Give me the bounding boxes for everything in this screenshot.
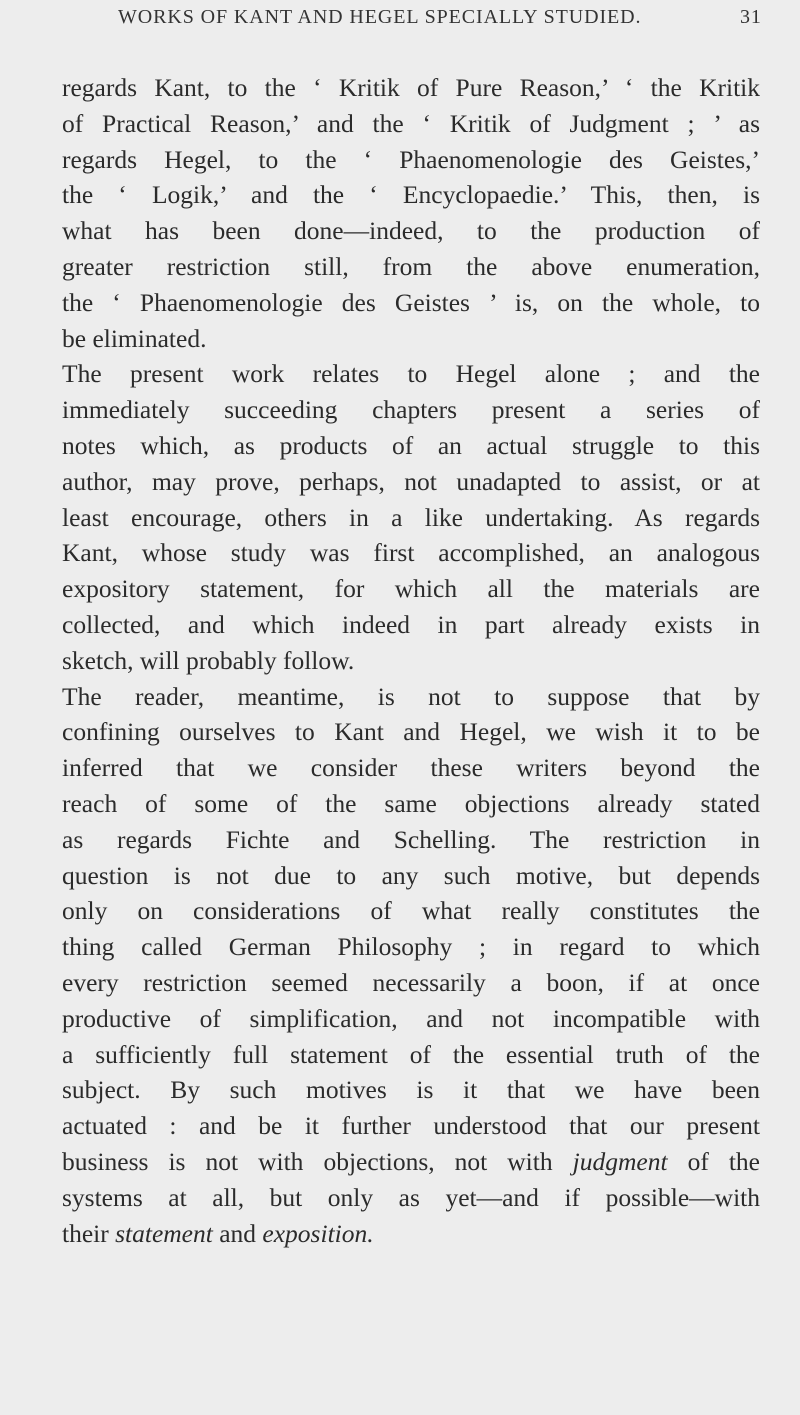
text-line: sketch, will probably follow. bbox=[62, 645, 355, 675]
text-line bbox=[62, 1216, 760, 1252]
text-line: every restriction seemed necessarily a boon, if at once bbox=[62, 967, 760, 997]
text-segment: of the bbox=[667, 1146, 760, 1176]
text-line: systems at all, but only as yet—and if possible—with bbox=[62, 1182, 760, 1212]
text-line: greater restriction still, from the above enumeration, bbox=[62, 251, 760, 281]
text-line: the ‘ Phaenomenologie des Geistes ’ is, on the whole, to bbox=[62, 287, 760, 317]
text-line: be eliminated. bbox=[62, 323, 207, 353]
text-line: subject. By such motives is it that we have been bbox=[62, 1075, 760, 1105]
text-line: confining ourselves to Kant and Hegel, we wish it to be bbox=[62, 717, 760, 747]
text-line: notes which, as products of an actual struggle to this bbox=[62, 430, 760, 460]
text-segment: their bbox=[62, 1218, 116, 1248]
text-line: expository statement, for which all the materials are bbox=[62, 574, 760, 604]
text-line: regards Kant, to the ‘ Kritik of Pure Reason,’ ‘ the Kritik bbox=[62, 73, 760, 102]
text-line: actuated : and be it further understood that our present bbox=[62, 1111, 760, 1141]
italic-word-judgment: judgment bbox=[572, 1146, 668, 1176]
text-line: as regards Fichte and Schelling. The restriction in bbox=[62, 824, 760, 854]
text-line bbox=[62, 1144, 760, 1180]
text-line: productive of simplification, and not incompatible with bbox=[62, 1003, 760, 1033]
text-line: what has been done—indeed, to the production of bbox=[62, 216, 760, 246]
text-line: reach of some of the same objections already stated bbox=[62, 788, 760, 818]
text-line: collected, and which indeed in part already exists in bbox=[62, 609, 760, 639]
text-line: least encourage, others in a like undertaking. As regards bbox=[62, 502, 760, 532]
text-line: only on considerations of what really constitutes the bbox=[62, 896, 760, 926]
text-line: immediately succeeding chapters present a series of bbox=[62, 395, 760, 425]
italic-word-statement: statement bbox=[115, 1218, 213, 1248]
text-line: thing called German Philosophy ; in regard to which bbox=[62, 932, 760, 962]
italic-word-exposition: exposition. bbox=[262, 1218, 374, 1248]
text-segment: and bbox=[212, 1218, 263, 1248]
running-head bbox=[118, 6, 762, 29]
text-line: regards Hegel, to the ‘ Phaenomenologie des Geistes,’ bbox=[62, 144, 760, 174]
page-number: 31 bbox=[740, 6, 762, 28]
body-text bbox=[62, 70, 760, 1251]
text-line: Kant, whose study was first accomplished, an analogous bbox=[62, 538, 760, 568]
text-line: author, may prove, perhaps, not unadapted to assist, or at bbox=[62, 466, 760, 496]
text-line: inferred that we consider these writers beyond the bbox=[62, 753, 760, 783]
text-line: question is not due to any such motive, but depends bbox=[62, 860, 760, 890]
text-line: The reader, meantime, is not to suppose that by bbox=[62, 681, 760, 711]
text-segment: business is not with objections, not with bbox=[62, 1146, 573, 1176]
running-head-title: WORKS OF KANT AND HEGEL SPECIALLY STUDIED. bbox=[118, 6, 642, 28]
text-line: a sufficiently full statement of the essential truth of the bbox=[62, 1039, 760, 1069]
text-line: the ‘ Logik,’ and the ‘ Encyclopaedie.’ This, then, is bbox=[62, 180, 760, 210]
text-line: The present work relates to Hegel alone ; and the bbox=[62, 359, 760, 389]
text-line: of Practical Reason,’ and the ‘ Kritik of Judgment ; ’ as bbox=[62, 108, 760, 138]
